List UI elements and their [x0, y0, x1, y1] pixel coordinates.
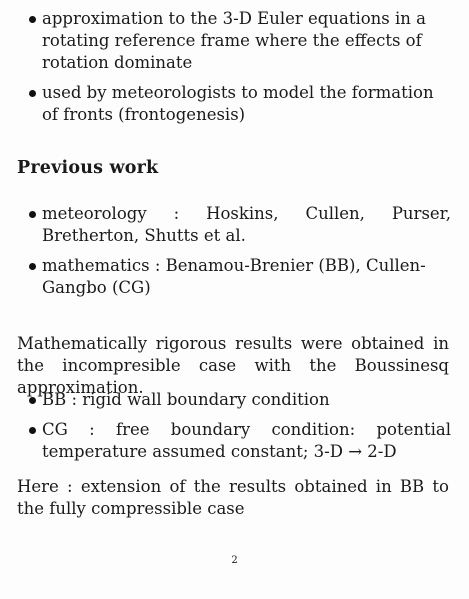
bullet-text: approximation to the 3-D Euler equations in a rotating reference frame where the effects of rotation dominate	[42, 9, 426, 72]
list-item	[0, 419, 469, 463]
bullet-icon	[29, 16, 36, 23]
bullet-icon	[29, 211, 36, 218]
list-item	[0, 389, 469, 411]
list-item	[0, 203, 469, 247]
bullet-text: meteorology : Hoskins, Cullen, Purser, Bretherton, Shutts et al.	[42, 204, 451, 245]
bullet-icon	[29, 90, 36, 97]
page-number: 2	[231, 555, 238, 566]
bullet-icon	[29, 427, 36, 434]
bullet-text: CG : free boundary condition: potential temperature assumed constant; 3-D → 2-D	[42, 420, 451, 461]
bullet-text: used by meteorologists to model the formation of fronts (frontogenesis)	[42, 83, 434, 124]
list-item	[0, 255, 469, 299]
bullet-icon	[29, 263, 36, 270]
bullet-text: mathematics : Benamou-Brenier (BB), Cullen-Gangbo (CG)	[42, 256, 426, 297]
closing-paragraph: Here : extension of the results obtained in BB to the fully compressible case	[17, 477, 449, 518]
intro-bullet-list	[0, 8, 469, 126]
results-paragraph: Mathematically rigorous results were obtained in the incompresible case with the Boussinesq approximation.	[17, 334, 449, 397]
bullet-text: BB : rigid wall boundary condition	[42, 390, 330, 409]
bullet-icon	[29, 397, 36, 404]
section-title: Previous work	[17, 158, 159, 178]
list-item	[0, 8, 469, 74]
previous-work-bullet-list	[0, 203, 469, 299]
list-item	[0, 82, 469, 126]
condition-bullet-list	[0, 389, 469, 463]
